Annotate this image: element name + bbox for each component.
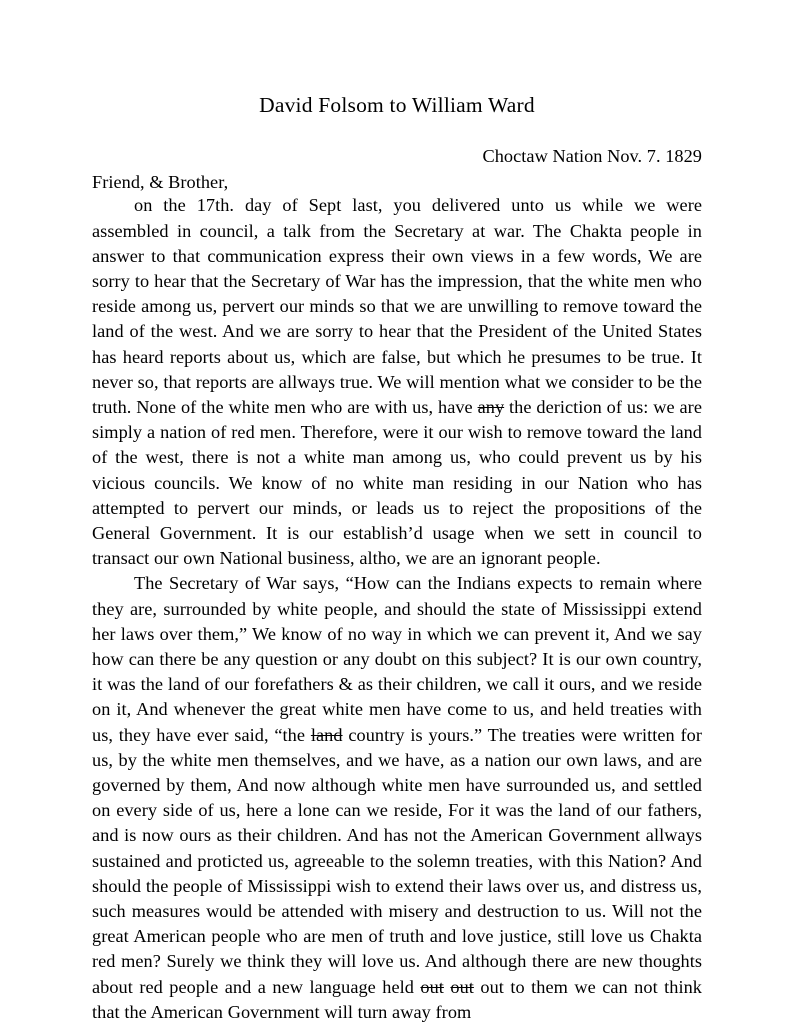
struck-text: any [477,396,505,417]
page-title: David Folsom to William Ward [259,93,535,117]
paragraph-text: out to them we can not think that the American Government will turn away from [92,976,702,1022]
paragraph-text: The Secretary of War says, “How can the Indians expects to remain where they are, surrounded by white people, and should the state of Mississippi extend her laws over them,” We know of no way in which we can prevent it, And we say how can there be any question or any doubt on this subject? It is our own country, it was the land of our forefathers & as their children, we call it ours, and we reside on it, And whenever the great white men have come to us, and held treaties with us, they have ever said, “the [92,573,702,745]
struck-text: out [450,976,474,997]
paragraph-1 [92,193,702,571]
dateline: Choctaw Nation Nov. 7. 1829 [482,145,702,166]
salutation: Friend, & Brother, [92,171,229,192]
paragraph-2 [92,571,702,1024]
letter-body [92,193,702,1024]
paragraph-text: country is yours.” The treaties were written for us, by the white men themselves, and we have, as a nation our own laws, and are governed by them, And now although white men have surrounded us, and settled on every side of us, here a lone can we reside, For it was the land of our fathers, and is now ours as their children. And has not the American Government allways sustained and proticted us, agreeable to the solemn treaties, with this Nation? And should the people of Mississippi wish to extend their laws over us, and distress us, such measures would be attended with misery and destruction to us. Will not the great American people who are men of truth and love justice, still love us Chakta red men? Surely we think they will love us. And although there are new thoughts about red people and a new language held [92,724,702,997]
paragraph-text: on the 17th. day of Sept last, you delivered unto us while we were assembled in council, a talk from the Secretary at war. The Chakta people in answer to that communication express their own views in a few words, We are sorry to hear that the Secretary of War has the impression, that the white men who reside among us, pervert our minds so that we are unwilling to remove toward the land of the west. And we are sorry to hear that the President of the United States has heard reports about us, which are false, but which he presumes to be true. It never so, that reports are allways true. We will mention what we consider to be the truth. None of the white men who are with us, have [92,195,702,417]
struck-text: land [310,724,343,745]
paragraph-text: the deriction of us: we are simply a nation of red men. Therefore, were it our wish to remove toward the land of the west, there is not a white man among us, who could prevent us by his vicious councils. We know of no white man residing in our Nation who has attempted to pervert our minds, or leads us to reject the propositions of the General Government. It is our establish’d usage when we sett in council to transact our own National business, altho, we are an ignorant people. [92,396,702,569]
struck-text: out [420,976,444,997]
